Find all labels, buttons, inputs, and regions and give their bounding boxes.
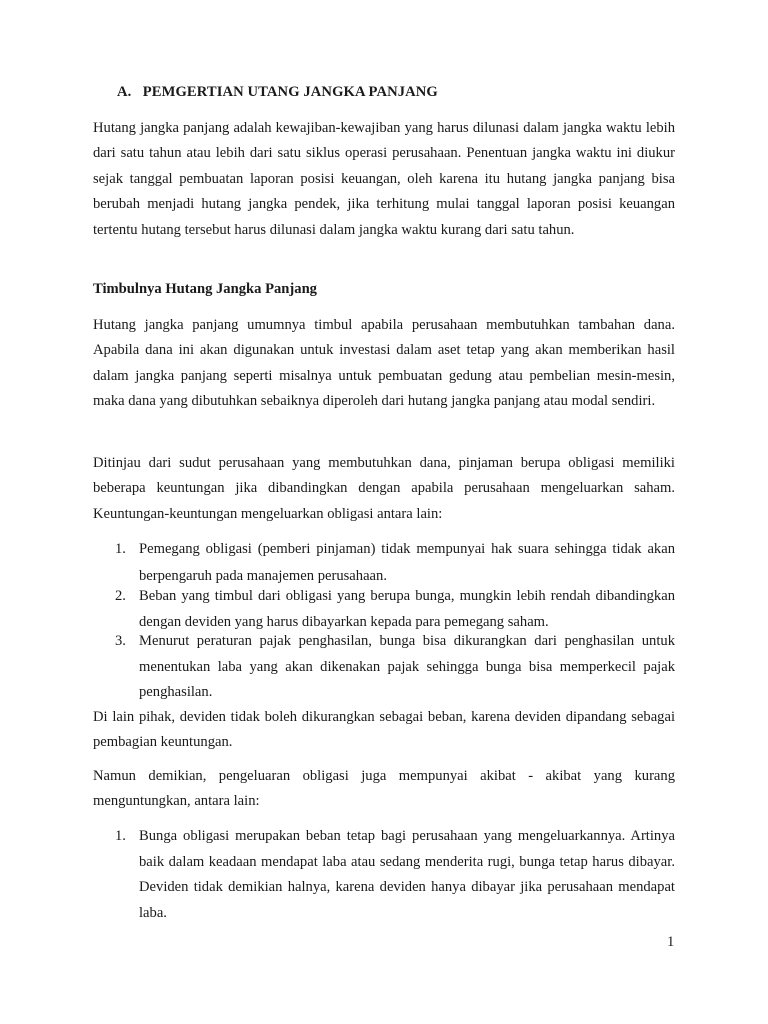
list-item-text: Bunga obligasi merupakan beban tetap bagi perusahaan yang mengeluarkannya. Artinya baik dalam keadaan mendapat laba atau sedang menderita rugi, bunga tetap harus dibayar. Deviden tidak demikian halnya, karena deviden hanya dibayar jika perusahaan mendapat laba.	[139, 828, 675, 921]
list-marker: 2.	[115, 588, 126, 604]
list-item	[93, 536, 675, 590]
list-item-text: Menurut peraturan pajak penghasilan, bunga bisa dikurangkan dari penghasilan untuk menentukan laba yang akan dikenakan pajak sehingga bunga bisa memperkecil pajak penghasilan.	[139, 633, 675, 701]
paragraph-definition: Hutang jangka panjang adalah kewajiban-kewajiban yang harus dilunasi dalam jangka waktu lebih dari satu tahun atau lebih dari satu siklus operasi perusahaan. Penentuan jangka waktu ini diukur sejak tanggal pembuatan laporan posisi keuangan, oleh karena itu hutang jangka panjang bisa berubah menjadi hutang jangka pendek, jika terhitung mulai tanggal laporan posisi keuangan tertentu hutang tersebut harus dilunasi dalam jangka waktu kurang dari satu tahun.	[93, 120, 675, 238]
list-marker: 3.	[115, 633, 126, 649]
paragraph-disadvantages-intro: Namun demikian, pengeluaran obligasi juga mempunyai akibat - akibat yang kurang menguntungkan, antara lain:	[93, 768, 675, 810]
section-title: PEMGERTIAN UTANG JANGKA PANJANG	[142, 84, 438, 100]
paragraph-origin: Hutang jangka panjang umumnya timbul apabila perusahaan membutuhkan tambahan dana. Apabila dana ini akan digunakan untuk investasi dalam aset tetap yang akan memberikan hasil dalam jangka panjang seperti misalnya untuk pembuatan gedung atau pembelian mesin-mesin, maka dana yang dibutuhkan sebaiknya diperoleh dari hutang jangka panjang atau modal sendiri.	[93, 317, 675, 410]
list-item	[93, 824, 675, 926]
section-heading	[117, 84, 438, 101]
paragraph-dividend-note: Di lain pihak, deviden tidak boleh dikurangkan sebagai beban, karena deviden dipandang sebagai pembagian keuntungan.	[93, 709, 675, 751]
subheading: Timbulnya Hutang Jangka Panjang	[93, 281, 317, 297]
paragraph-advantages-intro: Ditinjau dari sudut perusahaan yang membutuhkan dana, pinjaman berupa obligasi memiliki beberapa keuntungan jika dibandingkan dengan apabila perusahaan mengeluarkan saham. Keuntungan-keuntungan mengeluarkan obligasi antara lain:	[93, 455, 675, 522]
disadvantages-list	[93, 824, 675, 926]
list-item	[93, 583, 675, 635]
list-marker: 1.	[115, 541, 126, 557]
list-item	[93, 629, 675, 706]
list-marker: 1.	[115, 828, 126, 844]
page-number: 1	[667, 934, 675, 950]
section-number: A.	[117, 84, 132, 100]
list-item-text: Pemegang obligasi (pemberi pinjaman) tidak mempunyai hak suara sehingga tidak akan berpengaruh pada manajemen perusahaan.	[139, 541, 675, 584]
advantages-list	[93, 536, 675, 706]
list-item-text: Beban yang timbul dari obligasi yang berupa bunga, mungkin lebih rendah dibandingkan dengan deviden yang harus dibayarkan kepada para pemegang saham.	[139, 588, 675, 630]
